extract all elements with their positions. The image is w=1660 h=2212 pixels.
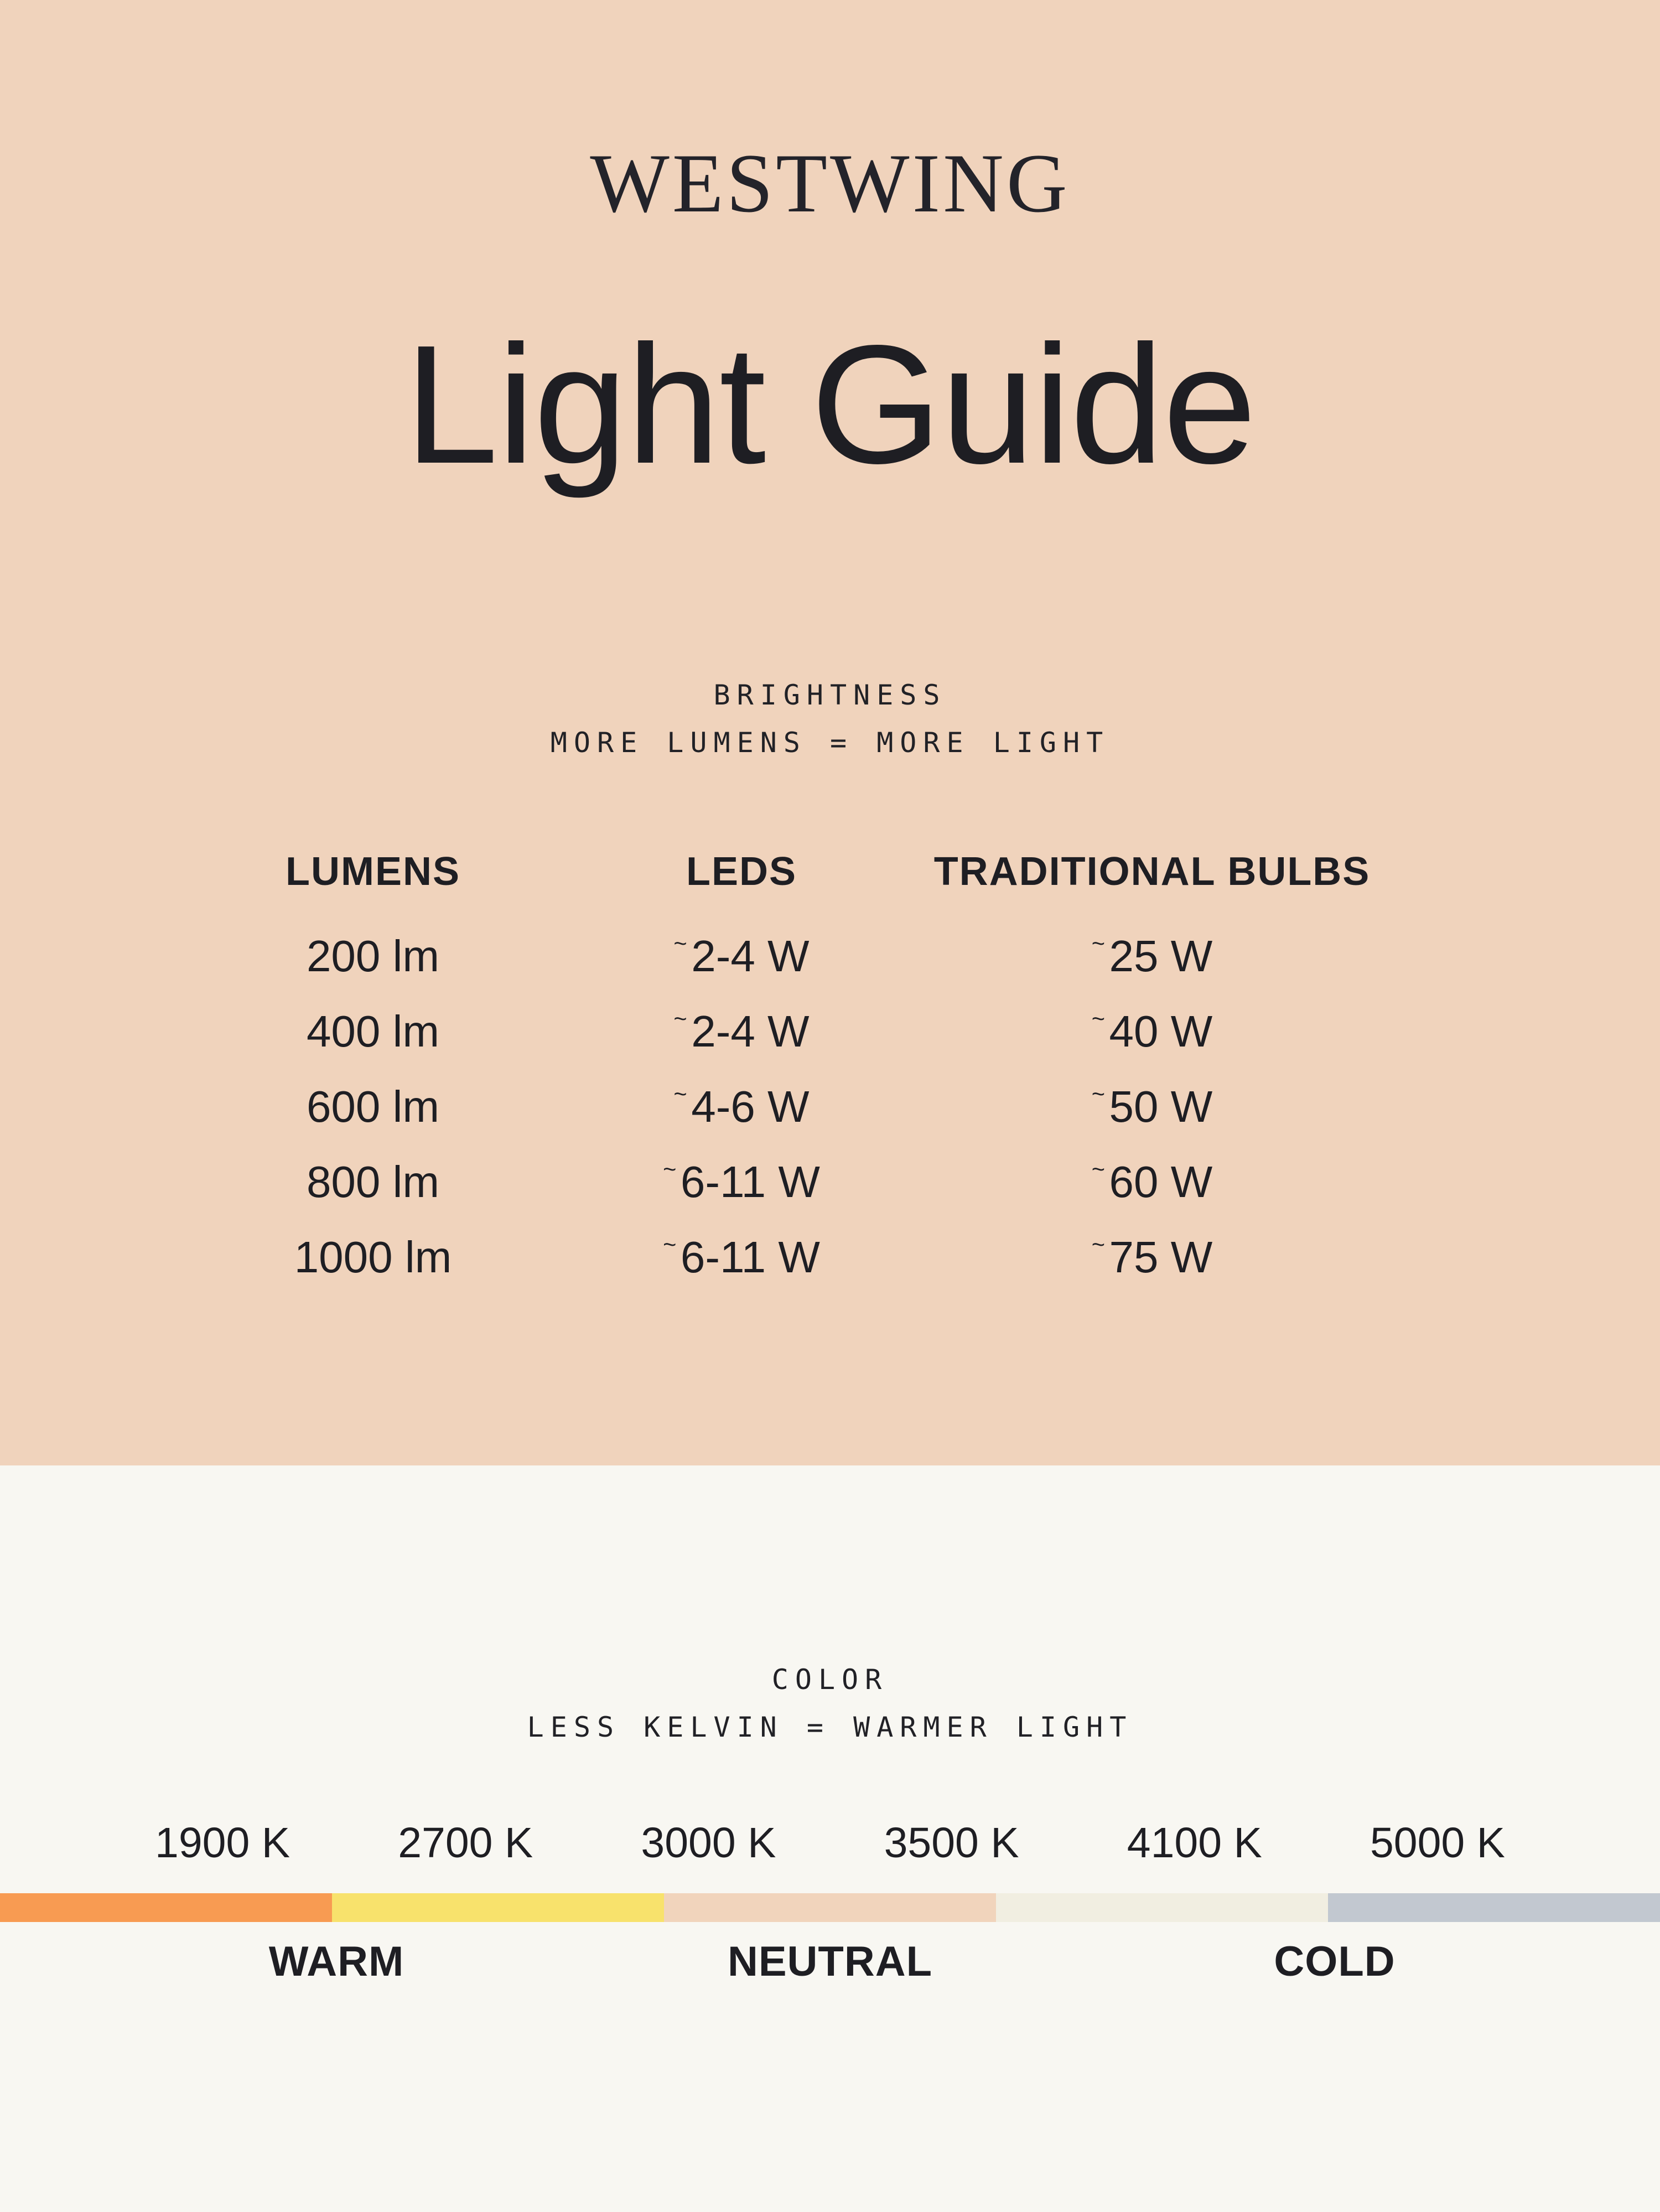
leds-watts: 4-6 W (691, 1082, 810, 1131)
leds-watts: 2-4 W (691, 931, 810, 981)
lumens-value: 1000 lm (294, 1232, 452, 1282)
color-heading-line2: LESS KELVIN = WARMER LIGHT (527, 1711, 1133, 1743)
lumens-value: 200 lm (306, 931, 440, 981)
kelvin-label: 5000 K (1370, 1819, 1505, 1867)
approx-symbol: ~ (673, 1081, 687, 1107)
bulbs-value (947, 1220, 1357, 1295)
approx-symbol: ~ (1091, 1231, 1106, 1258)
color-heading-line1: COLOR (771, 1664, 889, 1696)
approx-symbol: ~ (663, 1231, 677, 1258)
bulb-watts: 50 W (1109, 1082, 1213, 1131)
leds-value (536, 994, 947, 1069)
table-row (210, 1220, 1357, 1295)
approx-symbol: ~ (1091, 930, 1106, 957)
table-row (210, 994, 1357, 1069)
temperature-label-warm: WARM (268, 1938, 404, 1985)
brightness-heading-line2: MORE LUMENS = MORE LIGHT (550, 727, 1110, 759)
kelvin-label: 2700 K (398, 1819, 533, 1867)
color-heading (0, 1656, 1660, 1751)
scale-segment-warm-yellow (332, 1893, 664, 1922)
approx-symbol: ~ (663, 1156, 677, 1183)
table-row (210, 919, 1357, 994)
scale-segment-neutral-cream (996, 1893, 1328, 1922)
approx-symbol: ~ (1091, 1081, 1106, 1107)
brightness-heading-line1: BRIGHTNESS (713, 679, 947, 711)
temperature-label-cold: COLD (1274, 1938, 1396, 1985)
leds-value (536, 1144, 947, 1220)
lumens-value: 800 lm (306, 1157, 440, 1206)
column-header-leds: LEDS (686, 849, 797, 894)
brand-logo: WESTWING (590, 137, 1070, 230)
scale-segment-neutral-peach (664, 1893, 996, 1922)
kelvin-label: 1900 K (155, 1819, 290, 1867)
temperature-label-neutral: NEUTRAL (727, 1938, 933, 1985)
kelvin-labels-row (155, 1819, 1505, 1867)
table-row (210, 1144, 1357, 1220)
kelvin-label: 3500 K (884, 1819, 1019, 1867)
approx-symbol: ~ (673, 1006, 687, 1032)
bulb-watts: 25 W (1109, 931, 1213, 981)
bulbs-value (947, 1069, 1357, 1144)
scale-segment-warm-orange (0, 1893, 332, 1922)
lumens-wattage-table (210, 849, 1371, 1295)
bulbs-value (947, 919, 1357, 994)
table-header-row (210, 849, 1371, 894)
page-title: Light Guide (404, 310, 1256, 499)
column-header-traditional-bulbs: TRADITIONAL BULBS (933, 849, 1371, 894)
bulb-watts: 60 W (1109, 1157, 1213, 1206)
column-header-lumens: LUMENS (286, 849, 460, 894)
lumens-value: 600 lm (306, 1082, 440, 1131)
bulbs-value (947, 994, 1357, 1069)
brightness-heading (0, 671, 1660, 766)
leds-value (536, 1069, 947, 1144)
kelvin-label: 4100 K (1127, 1819, 1262, 1867)
approx-symbol: ~ (1091, 1156, 1106, 1183)
approx-symbol: ~ (673, 930, 687, 957)
table-row (210, 1069, 1357, 1144)
bulbs-value (947, 1144, 1357, 1220)
leds-value (536, 1220, 947, 1295)
leds-watts: 6-11 W (680, 1157, 820, 1206)
kelvin-label: 3000 K (641, 1819, 776, 1867)
lumens-value: 400 lm (306, 1007, 440, 1056)
scale-segment-cold-bluegray (1328, 1893, 1660, 1922)
bulb-watts: 75 W (1109, 1232, 1213, 1282)
leds-value (536, 919, 947, 994)
color-temperature-scale-bar (0, 1893, 1660, 1922)
approx-symbol: ~ (1091, 1006, 1106, 1032)
leds-watts: 2-4 W (691, 1007, 810, 1056)
bulb-watts: 40 W (1109, 1007, 1213, 1056)
leds-watts: 6-11 W (680, 1232, 820, 1282)
